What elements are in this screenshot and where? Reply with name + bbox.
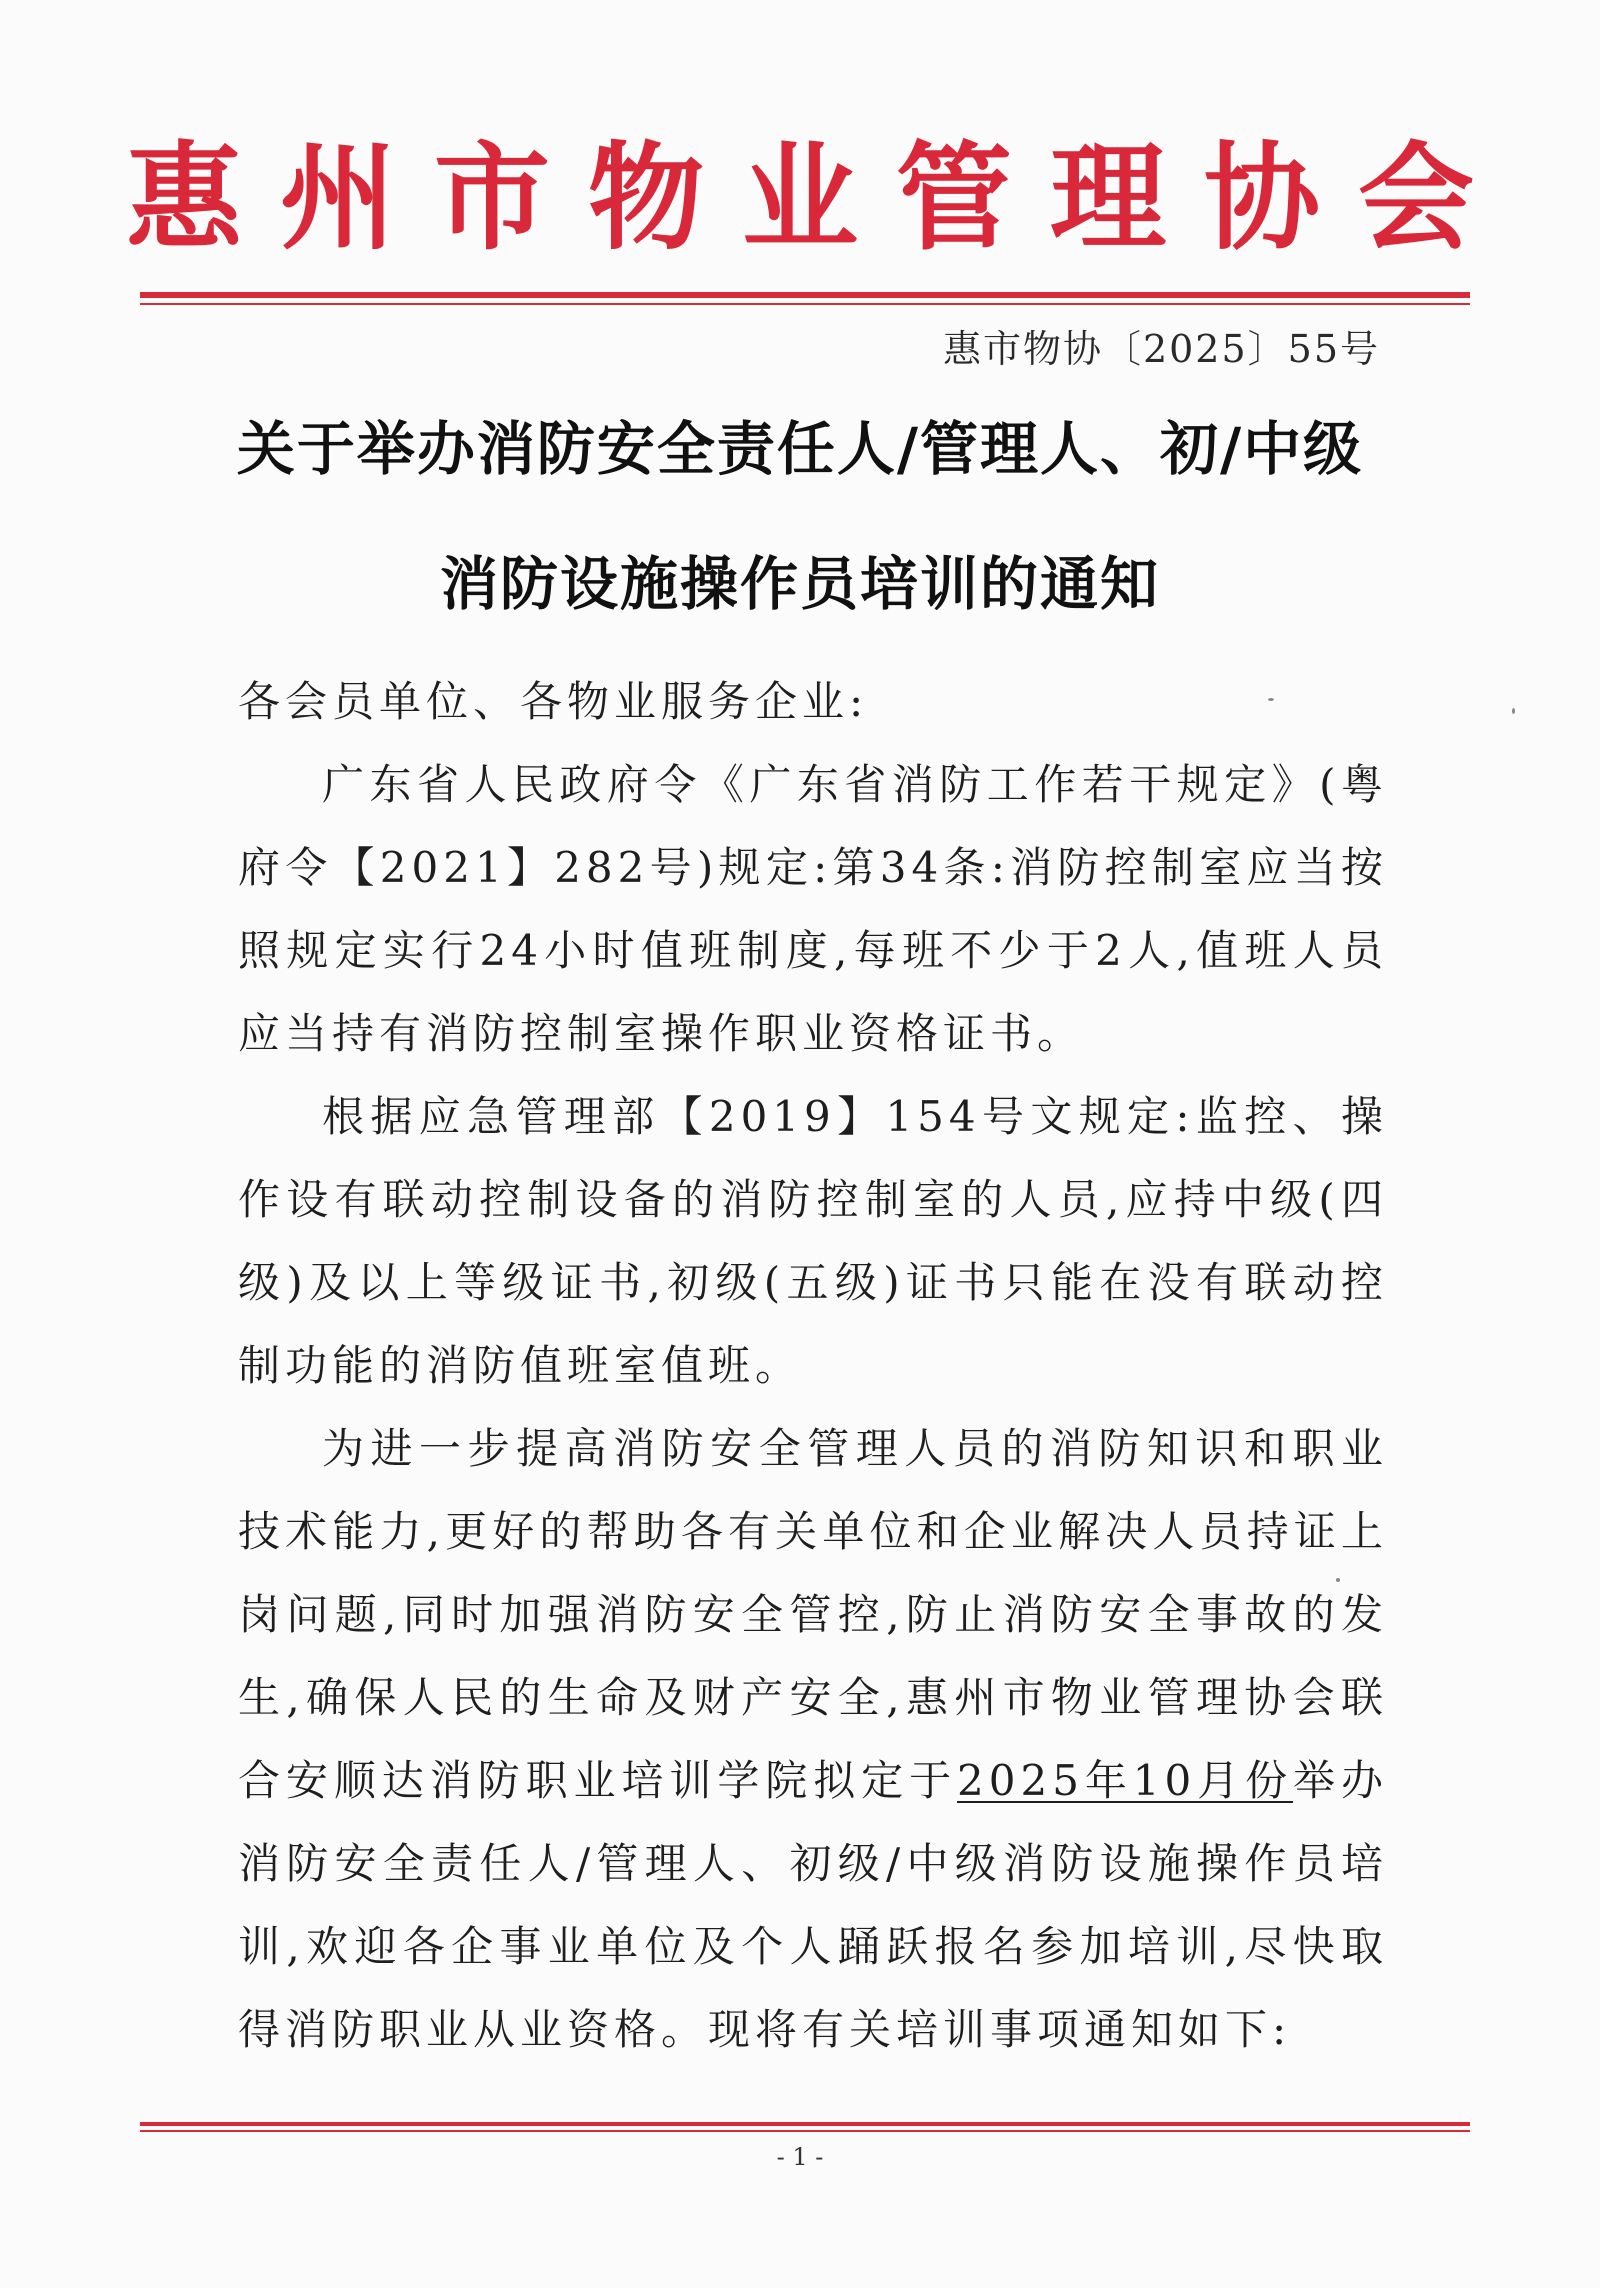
footer-red-rule	[140, 2122, 1470, 2132]
document-number: 惠市物协〔2025〕55号	[942, 327, 1380, 371]
salutation: 各会员单位、各物业服务企业:	[238, 677, 869, 726]
training-date-highlight: 2025年10月份	[957, 1756, 1294, 1805]
organization-name-header: 惠州市物业管理协会	[126, 130, 1512, 266]
header-red-rule	[140, 292, 1470, 305]
scan-speck	[1512, 708, 1515, 714]
scan-speck	[1268, 698, 1274, 701]
paragraph-training-notice	[238, 1407, 1388, 2071]
document-title-line-2: 消防设施操作员培训的通知	[439, 550, 1160, 618]
header-rule-thick	[140, 292, 1470, 298]
training-notice-text-before: 为进一步提高消防安全管理人员的消防知识和职业技术能力,更好的帮助各有关单位和企业解决人员持证上岗问题,同时加强消防安全管控,防止消防安全事故的发生,确保人民的生命及财产安全,惠州市物业管理协会联合安顺达消防职业培训学院拟定于	[238, 1424, 1388, 1805]
page-number: - 1 -	[776, 2143, 824, 2171]
footer-rule-thick	[140, 2122, 1470, 2126]
footer-rule-thin	[140, 2130, 1470, 2132]
paragraph-ministry-rule: 根据应急管理部【2019】154号文规定:监控、操作设有联动控制设备的消防控制室的人员,应持中级(四级)及以上等级证书,初级(五级)证书只能在没有联动控制功能的消防值班室值班。	[238, 1092, 1388, 1390]
training-notice-text-after: 举办消防安全责任人/管理人、初级/中级消防设施操作员培训,欢迎各企事业单位及个人踊跃报名参加培训,尽快取得消防职业从业资格。现将有关培训事项通知如下:	[238, 1756, 1388, 2054]
header-rule-thin	[140, 303, 1470, 305]
scan-speck	[1336, 1578, 1340, 1582]
document-title-line-1: 关于举办消防安全责任人/管理人、初/中级	[236, 415, 1364, 483]
document-body	[238, 743, 1388, 2071]
paragraph-regulation: 广东省人民政府令《广东省消防工作若干规定》(粤府令【2021】282号)规定:第34条:消防控制室应当按照规定实行24小时值班制度,每班不少于2人,值班人员应当持有消防控制室操作职业资格证书。	[238, 760, 1388, 1058]
